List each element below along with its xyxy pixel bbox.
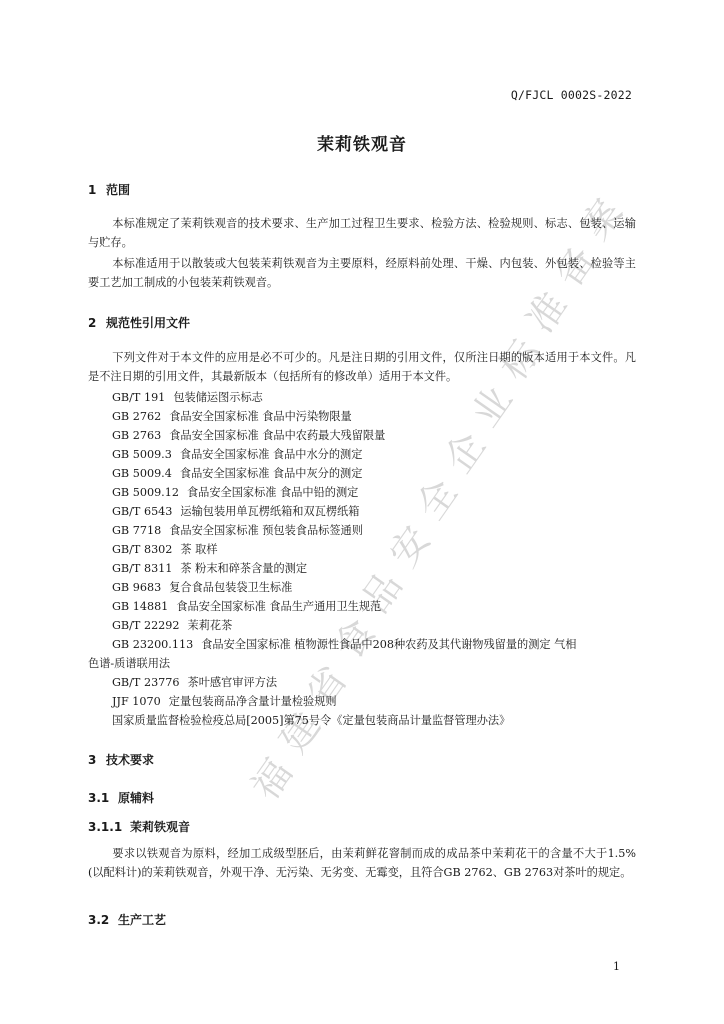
- watermark-char: 安: [380, 517, 439, 575]
- reference-title: 茶 粉末和碎茶含量的测定: [180, 562, 308, 575]
- section-3-1-1-heading: [88, 818, 190, 835]
- reference-title: 食品安全国家标准 食品中水分的测定: [179, 448, 363, 461]
- reference-item: [112, 617, 232, 633]
- reference-code: GB/T 23776: [112, 676, 180, 689]
- reference-item: [112, 465, 362, 481]
- reference-code: GB 5009.12: [112, 486, 179, 499]
- reference-title: 食品安全国家标准 食品中灰分的测定: [179, 467, 363, 480]
- section-number: 1: [88, 183, 97, 197]
- section-number: 3: [88, 753, 97, 767]
- reference-title: 食品安全国家标准 食品中农药最大残留限量: [169, 429, 386, 442]
- reference-title: 茶叶感官审评方法: [187, 676, 278, 689]
- reference-title: 国家质量监督检验检疫总局[2005]第75号令《定量包装商品计量监督管理办法》: [112, 714, 511, 727]
- watermark-char: 企: [435, 424, 494, 482]
- reference-item: [112, 598, 381, 614]
- reference-code: GB 2762: [112, 410, 162, 423]
- reference-title: 食品安全国家标准 食品中铅的测定: [186, 486, 359, 499]
- reference-code: GB 5009.4: [112, 467, 172, 480]
- reference-title: 运输包装用单瓦楞纸箱和双瓦楞纸箱: [180, 505, 360, 518]
- watermark-char: 全: [407, 471, 466, 528]
- raw-material-paragraph: [88, 844, 636, 882]
- section-number: 2: [88, 316, 97, 330]
- watermark-char: 福: [242, 751, 301, 808]
- reference-title: 茉莉花茶: [187, 619, 233, 632]
- watermark-char: 案: [572, 191, 631, 248]
- reference-item: [112, 427, 385, 443]
- reference-title: 茶 取样: [180, 543, 218, 556]
- reference-item-continuation: [88, 655, 170, 671]
- watermark-char: 省: [297, 657, 356, 715]
- page-number: 1: [613, 960, 620, 973]
- section-1-heading: [88, 181, 130, 198]
- reference-code: GB/T 8302: [112, 543, 173, 556]
- reference-item: [112, 446, 362, 462]
- reference-item: [112, 579, 292, 595]
- section-title: 技术要求: [106, 753, 155, 767]
- watermark-char: 准: [517, 284, 576, 342]
- reference-item: [112, 541, 218, 557]
- reference-code: GB 2763: [112, 429, 162, 442]
- normative-intro-paragraph: [88, 348, 636, 386]
- reference-title: 食品安全国家标准 植物源性食品中208种农药及其代谢物残留量的测定 气相: [201, 638, 577, 651]
- section-3-1-heading: [88, 789, 154, 806]
- paragraph-text: 本标准规定了茉莉铁观音的技术要求、生产加工过程卫生要求、检验方法、检验规则、标志、包装、运输与贮存。: [88, 217, 636, 249]
- section-3-heading: [88, 751, 154, 768]
- reference-item: [112, 712, 510, 728]
- reference-code: GB 14881: [112, 600, 169, 613]
- reference-title: 包装储运图示标志: [173, 391, 263, 404]
- reference-title: 食品安全国家标准 食品生产通用卫生规范: [176, 600, 382, 613]
- section-title: 原辅料: [118, 791, 155, 805]
- watermark-char: 标: [490, 331, 549, 388]
- reference-item: [112, 408, 352, 424]
- reference-item: [112, 503, 359, 519]
- watermark-char: 食: [325, 611, 384, 668]
- reference-code: GB 23200.113: [112, 638, 194, 651]
- reference-item: [112, 560, 307, 576]
- scope-paragraph-2: [88, 254, 636, 292]
- reference-title: 复合食品包装袋卫生标准: [169, 581, 293, 594]
- scope-paragraph-1: [88, 214, 636, 252]
- reference-item: [112, 484, 358, 500]
- section-title: 生产工艺: [118, 913, 167, 927]
- reference-code: GB/T 8311: [112, 562, 173, 575]
- standard-code: Q/FJCL 0002S-2022: [510, 88, 632, 102]
- reference-item: [112, 636, 577, 652]
- reference-title: 色谱-质谱联用法: [88, 657, 171, 670]
- watermark-char: 建: [270, 704, 329, 762]
- reference-code: GB 5009.3: [112, 448, 172, 461]
- paragraph-text: 下列文件对于本文件的应用是必不可少的。凡是注日期的引用文件，仅所注日期的版本适用于本文件。凡是不注日期的引用文件，其最新版本（包括所有的修改单）适用于本文件。: [88, 351, 636, 383]
- section-title: 茉莉铁观音: [130, 820, 191, 834]
- reference-title: 定量包装商品净含量计量检验规则: [168, 695, 337, 708]
- reference-code: GB 7718: [112, 524, 162, 537]
- watermark-char: 备: [545, 237, 604, 295]
- document-title: 茉莉铁观音: [317, 135, 407, 155]
- reference-title: 食品安全国家标准 食品中污染物限量: [169, 410, 352, 423]
- reference-item: [112, 693, 337, 709]
- reference-code: JJF 1070: [112, 695, 161, 708]
- paragraph-text: 要求以铁观音为原料，经加工成级型胚后，由茉莉鲜花窨制而成的成品茶中茉莉花干的含量不大于1.5%(以配料计)的茉莉铁观音，外观干净、无污染、无劣变、无霉变，且符合GB 2762、GB 2763对茶叶的规定。: [88, 847, 636, 879]
- section-2-heading: [88, 314, 190, 331]
- section-3-2-heading: [88, 911, 166, 928]
- section-number: 3.2: [88, 913, 110, 927]
- section-title: 范围: [106, 183, 131, 197]
- reference-item: [112, 674, 277, 690]
- paragraph-text: 本标准适用于以散装或大包装茉莉铁观音为主要原料，经原料前处理、干燥、内包装、外包装、检验等主要工艺加工制成的小包装茉莉铁观音。: [88, 257, 636, 289]
- reference-code: GB/T 6543: [112, 505, 173, 518]
- section-number: 3.1: [88, 791, 110, 805]
- reference-code: GB 9683: [112, 581, 162, 594]
- watermark-char: 品: [352, 564, 411, 622]
- reference-code: GB/T 22292: [112, 619, 180, 632]
- reference-item: [112, 522, 363, 538]
- section-title: 规范性引用文件: [106, 316, 191, 330]
- section-number: 3.1.1: [88, 820, 123, 834]
- reference-item: [112, 389, 263, 405]
- watermark-char: 业: [462, 377, 521, 435]
- reference-code: GB/T 191: [112, 391, 166, 404]
- reference-title: 食品安全国家标准 预包装食品标签通则: [169, 524, 363, 537]
